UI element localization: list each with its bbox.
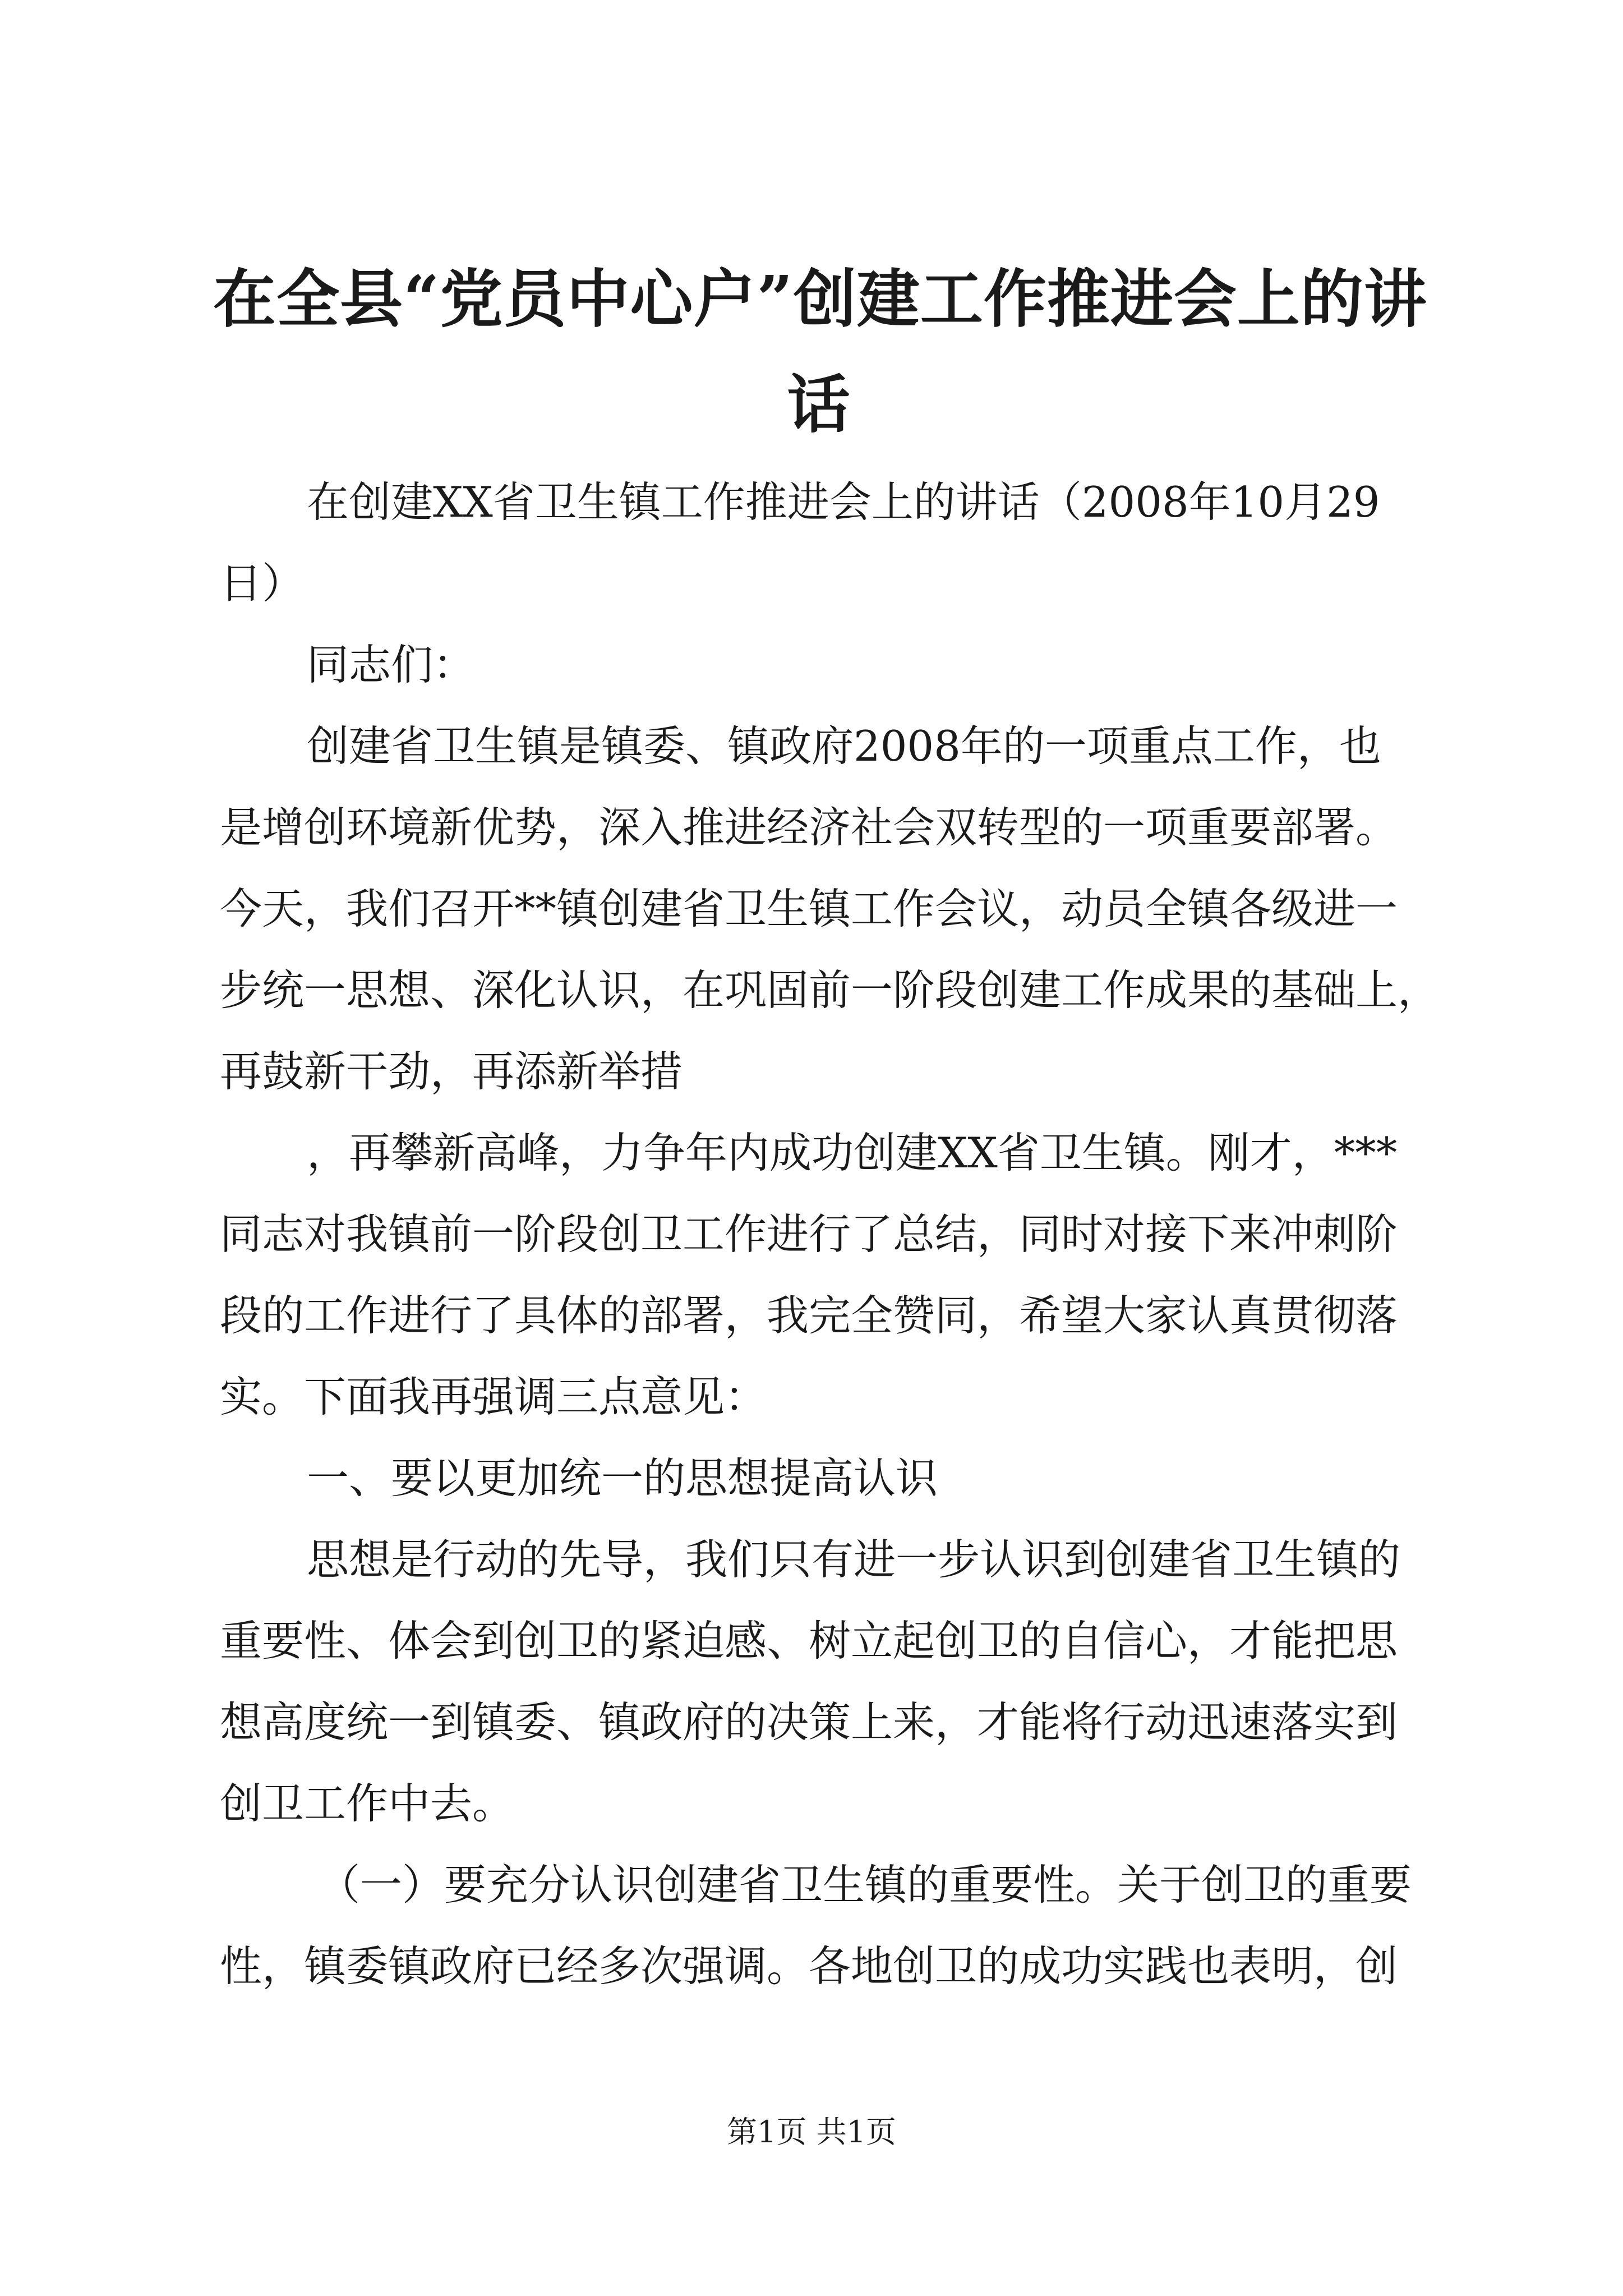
paragraph-line: 思想是行动的先导，我们只有进一步认识到创建省卫生镇的 — [307, 1535, 1401, 1584]
section-heading: 一、要以更加统一的思想提高认识 — [307, 1453, 938, 1503]
paragraph-line: 同志对我镇前一阶段创卫工作进行了总结，同时对接下来冲刺阶 — [220, 1209, 1398, 1259]
paragraph-line: 是增创环境新优势，深入推进经济社会双转型的一项重要部署。 — [220, 803, 1398, 852]
salutation: 同志们： — [307, 640, 476, 689]
paragraph-line: 今天，我们召开**镇创建省卫生镇工作会议，动员全镇各级进一 — [220, 884, 1398, 933]
title-line: 在全县“党员中心户”创建工作推进会上的讲 — [213, 263, 1427, 336]
paragraph-line: 再鼓新干劲，再添新举措 — [220, 1047, 683, 1096]
paragraph-line: 步统一思想、深化认识，在巩固前一阶段创建工作成果的基础上， — [220, 965, 1440, 1015]
subsection-line: （一）要充分认识创建省卫生镇的重要性。关于创卫的重要 — [318, 1860, 1412, 1910]
paragraph-line: 想高度统一到镇委、镇政府的决策上来，才能将行动迅速落实到 — [220, 1697, 1398, 1747]
paragraph-line: 段的工作进行了具体的部署，我完全赞同，希望大家认真贯彻落 — [220, 1291, 1398, 1340]
subtitle-line: 日） — [220, 559, 305, 608]
document-title — [213, 247, 1427, 458]
paragraph-line: 实。下面我再强调三点意见： — [220, 1372, 767, 1421]
title-line: 话 — [787, 368, 851, 441]
page-footer: 第1页 共1页 — [727, 2114, 896, 2150]
paragraph-line: ，再攀新高峰，力争年内成功创建XX省卫生镇。刚才，*** — [307, 1128, 1398, 1177]
paragraph-line: 重要性、体会到创卫的紧迫感、树立起创卫的自信心，才能把思 — [220, 1616, 1398, 1665]
paragraph-line: 性，镇委镇政府已经多次强调。各地创卫的成功实践也表明，创 — [220, 1941, 1398, 1991]
paragraph-line: 创卫工作中去。 — [220, 1779, 515, 1828]
subtitle-line: 在创建XX省卫生镇工作推进会上的讲话（2008年10月29 — [307, 477, 1380, 527]
paragraph-line: 创建省卫生镇是镇委、镇政府2008年的一项重点工作，也 — [307, 721, 1381, 771]
